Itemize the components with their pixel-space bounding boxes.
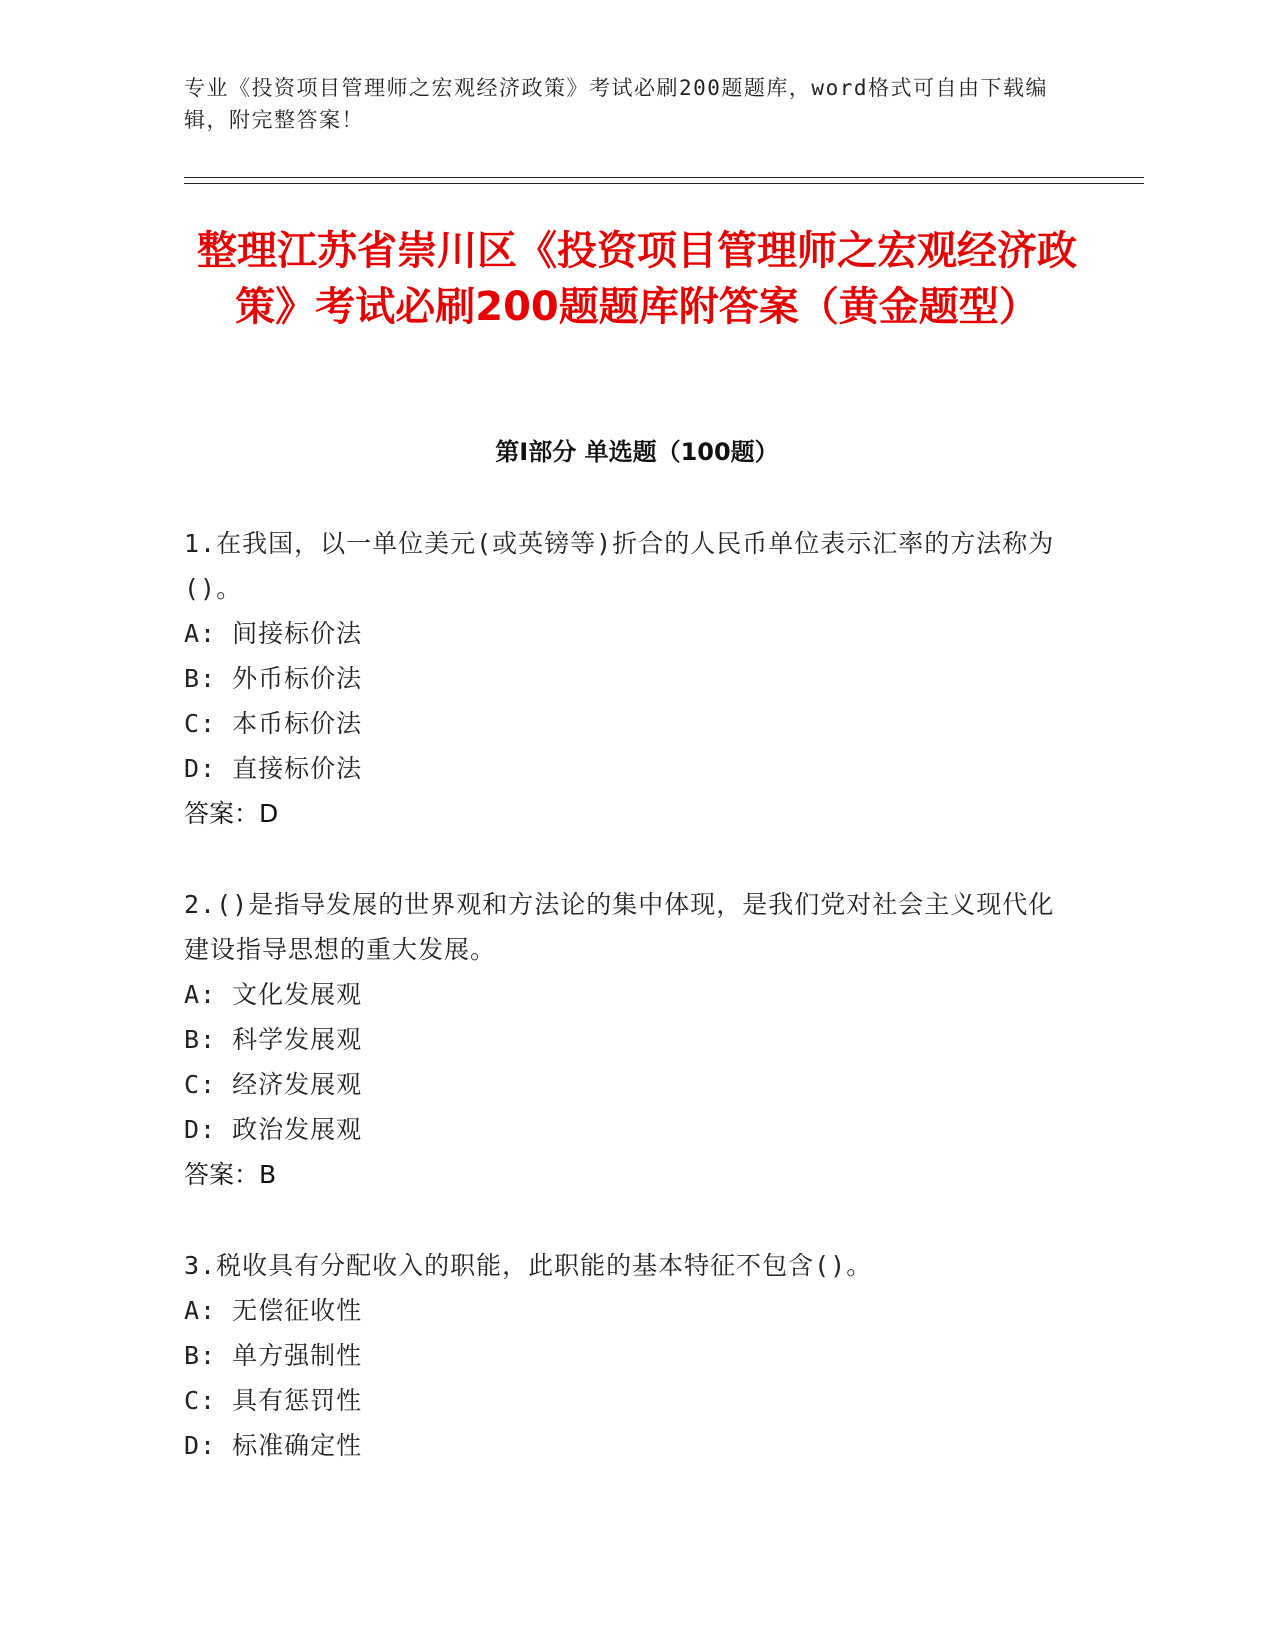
document-title: 整理江苏省崇川区《投资项目管理师之宏观经济政策》考试必刷200题题库附答案（黄金题型） xyxy=(197,228,1077,330)
question-1 xyxy=(184,521,1064,836)
option-d: D: 直接标价法 xyxy=(184,754,363,783)
option-c: C: 本币标价法 xyxy=(184,709,363,738)
option-b: B: 单方强制性 xyxy=(184,1341,363,1370)
answer: 答案：B xyxy=(184,1160,277,1189)
option-a: A: 间接标价法 xyxy=(184,619,363,648)
option-b: B: 外币标价法 xyxy=(184,664,363,693)
question-stem: 1.在我国，以一单位美元(或英镑等)折合的人民币单位表示汇率的方法称为()。 xyxy=(184,529,1055,603)
question-stem: 3.税收具有分配收入的职能，此职能的基本特征不包含()。 xyxy=(184,1251,873,1280)
option-c: C: 经济发展观 xyxy=(184,1070,363,1099)
question-stem: 2.()是指导发展的世界观和方法论的集中体现，是我们党对社会主义现代化建设指导思想的重大发展。 xyxy=(184,890,1055,964)
option-a: A: 文化发展观 xyxy=(184,980,363,1009)
question-3 xyxy=(184,1243,1064,1468)
section-title: 第Ⅰ部分 单选题（100题） xyxy=(495,438,779,466)
option-d: D: 政治发展观 xyxy=(184,1115,363,1144)
answer: 答案：D xyxy=(184,799,279,828)
option-d: D: 标准确定性 xyxy=(184,1431,363,1460)
header-divider-top xyxy=(184,177,1144,178)
option-a: A: 无偿征收性 xyxy=(184,1296,363,1325)
header-divider-bottom xyxy=(184,183,1144,184)
question-2 xyxy=(184,882,1064,1197)
option-c: C: 具有惩罚性 xyxy=(184,1386,363,1415)
option-b: B: 科学发展观 xyxy=(184,1025,363,1054)
header-note: 专业《投资项目管理师之宏观经济政策》考试必刷200题题库，word格式可自由下载编辑，附完整答案！ xyxy=(184,76,1048,132)
